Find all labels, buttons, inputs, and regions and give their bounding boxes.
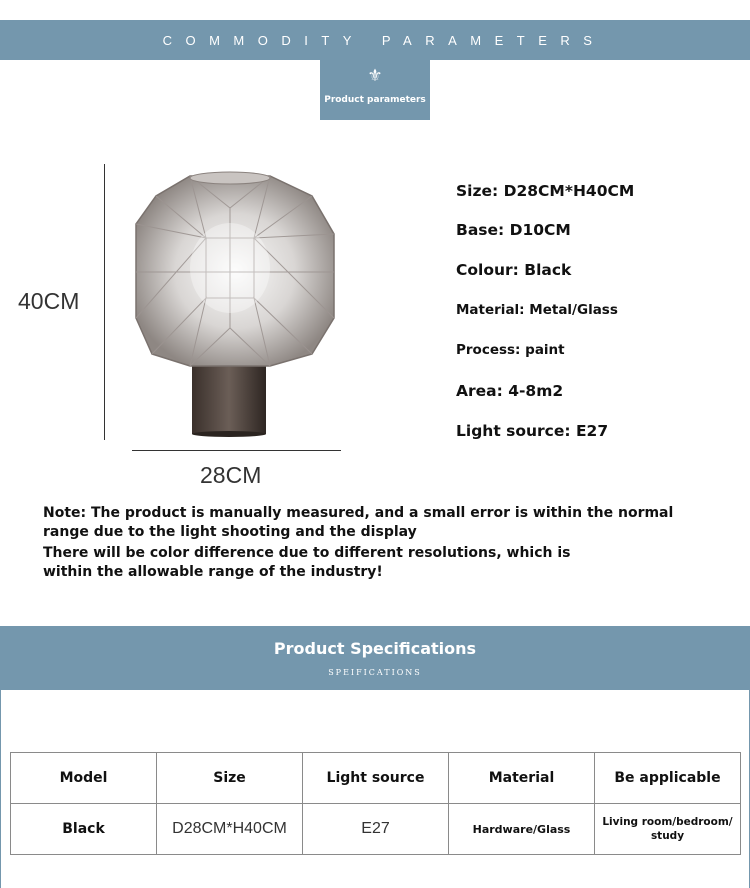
width-dimension-label: 28CM [200,462,262,488]
spec-area: Area: 4-8m2 [456,382,564,400]
product-specifications-banner [0,626,750,690]
height-dimension-line [104,164,105,440]
cell-material: Hardware/Glass [449,804,595,855]
section-subtitle: SPEIFICATIONS [328,668,422,677]
section-title: Product Specifications [273,639,477,658]
header-model: Model [11,753,157,804]
table-row [11,804,741,855]
banner-title: COMMODITY PARAMETERS [162,32,606,48]
lamp-image [130,168,340,440]
spec-base: Base: D10CM [456,221,571,239]
table-header-row [11,753,741,804]
height-dimension-label: 40CM [18,288,80,314]
spec-material: Material: Metal/Glass [456,302,618,318]
color-note-line2: within the allowable range of the industry! [43,564,383,580]
specifications-table [10,752,741,855]
spec-size: Size: D28CM*H40CM [456,182,635,200]
spec-process: Process: paint [456,342,565,358]
header-be-applicable: Be applicable [595,753,741,804]
cell-model: Black [11,804,157,855]
spec-colour: Colour: Black [456,261,572,279]
cell-be-applicable: Living room/bedroom/ study [595,804,741,855]
cell-light-source: E27 [303,804,449,855]
fleur-de-lis-icon: ⚜ [367,66,383,86]
header-size: Size [157,753,303,804]
width-dimension-line [132,450,341,451]
commodity-parameters-banner [0,20,750,60]
frame-left-border [0,690,1,888]
spec-light-source: Light source: E27 [456,422,609,440]
product-parameters-tag [320,60,430,120]
header-light-source: Light source [303,753,449,804]
header-material: Material [449,753,595,804]
tag-label: Product parameters [324,95,426,105]
color-note-line1: There will be color difference due to different resolutions, which is [43,545,571,561]
cell-size: D28CM*H40CM [157,804,303,855]
measurement-note: Note: The product is manually measured, and a small error is within the normal range due to the light shooting and the display [43,505,674,540]
